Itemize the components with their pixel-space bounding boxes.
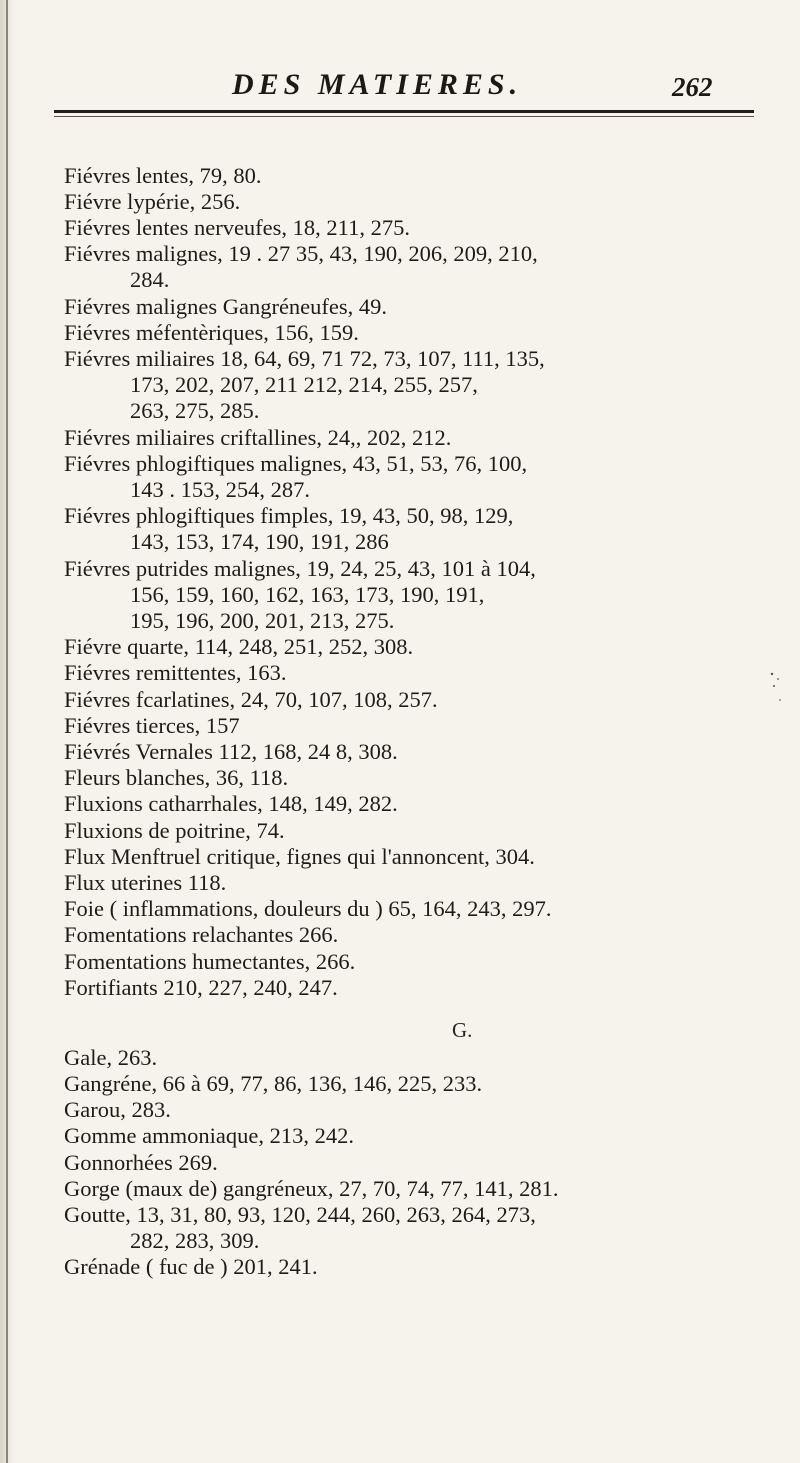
index-entry: Fiévres tierces, 157 <box>64 713 240 738</box>
index-entry-continuation: 156, 159, 160, 162, 163, 173, 190, 191, <box>130 582 485 607</box>
index-entry: Fomentations humectantes, 266. <box>64 949 356 974</box>
index-entry: Fluxions catharrhales, 148, 149, 282. <box>64 791 398 816</box>
index-entry: Fluxions de poitrine, 74. <box>64 818 285 843</box>
index-entry-continuation: 143 . 153, 254, 287. <box>130 477 310 502</box>
index-entry-continuation: 284. <box>130 267 170 292</box>
index-entry: Foie ( inflammations, douleurs du ) 65, 164, 243, 297. <box>64 896 552 921</box>
header-rule-thick <box>54 110 754 113</box>
margin-specks <box>766 670 786 710</box>
index-entry: Fortifiants 210, 227, 240, 247. <box>64 975 338 1000</box>
index-entry-continuation: 282, 283, 309. <box>130 1228 260 1253</box>
index-entry: Gale, 263. <box>64 1045 158 1070</box>
index-entry: Goutte, 13, 31, 80, 93, 120, 244, 260, 263, 264, 273, <box>64 1202 536 1227</box>
header-rule-thin <box>54 116 754 117</box>
index-entry: Gonnorhées 269. <box>64 1150 218 1175</box>
page-number: 262 <box>672 72 713 102</box>
page-binding-edge <box>0 0 14 1463</box>
index-entry: Fleurs blanches, 36, 118. <box>64 765 289 790</box>
index-entry: Fiévrés Vernales 112, 168, 24 8, 308. <box>64 739 398 764</box>
index-entry: Fiévres miliaires 18, 64, 69, 71 72, 73, 107, 111, 135, <box>64 346 545 371</box>
index-entry: Fiévres remittentes, 163. <box>64 660 287 685</box>
index-entry: Fiévres phlogiftiques malignes, 43, 51, 53, 76, 100, <box>64 451 528 476</box>
index-entry: Fiévres méfentèriques, 156, 159. <box>64 320 359 345</box>
index-entry: Fiévre quarte, 114, 248, 251, 252, 308. <box>64 634 414 659</box>
index-entry: Gomme ammoniaque, 213, 242. <box>64 1123 354 1148</box>
index-entry-continuation: 195, 196, 200, 201, 213, 275. <box>130 608 395 633</box>
index-entry-continuation: 263, 275, 285. <box>130 398 260 423</box>
index-entry: Fiévre lypérie, 256. <box>64 189 241 214</box>
index-entry: Fiévres miliaires criftallines, 24,, 202, 212. <box>64 425 452 450</box>
index-entry: Flux uterines 118. <box>64 870 227 895</box>
index-entry: Fiévres fcarlatines, 24, 70, 107, 108, 257. <box>64 687 438 712</box>
index-entry: Fiévres malignes, 19 . 27 35, 43, 190, 206, 209, 210, <box>64 241 538 266</box>
index-entry: Fiévres lentes, 79, 80. <box>64 163 262 188</box>
index-entry-continuation: 173, 202, 207, 211 212, 214, 255, 257, <box>130 372 478 397</box>
index-entry: Flux Menftruel critique, fignes qui l'annoncent, 304. <box>64 844 535 869</box>
index-entry: Gorge (maux de) gangréneux, 27, 70, 74, 77, 141, 281. <box>64 1176 559 1201</box>
page-header <box>0 68 800 128</box>
index-entry: Gangréne, 66 à 69, 77, 86, 136, 146, 225, 233. <box>64 1071 483 1096</box>
index-entry: Grénade ( fuc de ) 201, 241. <box>64 1254 318 1279</box>
index-entry: Fomentations relachantes 266. <box>64 922 339 947</box>
running-title: DES MATIERES. <box>232 68 523 101</box>
index-entry: Fiévres putrides malignes, 19, 24, 25, 43, 101 à 104, <box>64 556 536 581</box>
index-entry-continuation: 143, 153, 174, 190, 191, 286 <box>130 529 389 554</box>
index-entry: Fiévres phlogiftiques fimples, 19, 43, 50, 98, 129, <box>64 503 514 528</box>
section-letter: G. <box>452 1018 473 1042</box>
index-entry: Garou, 283. <box>64 1097 171 1122</box>
index-entry: Fiévres malignes Gangréneufes, 49. <box>64 294 388 319</box>
index-entry: Fiévres lentes nerveufes, 18, 211, 275. <box>64 215 410 240</box>
